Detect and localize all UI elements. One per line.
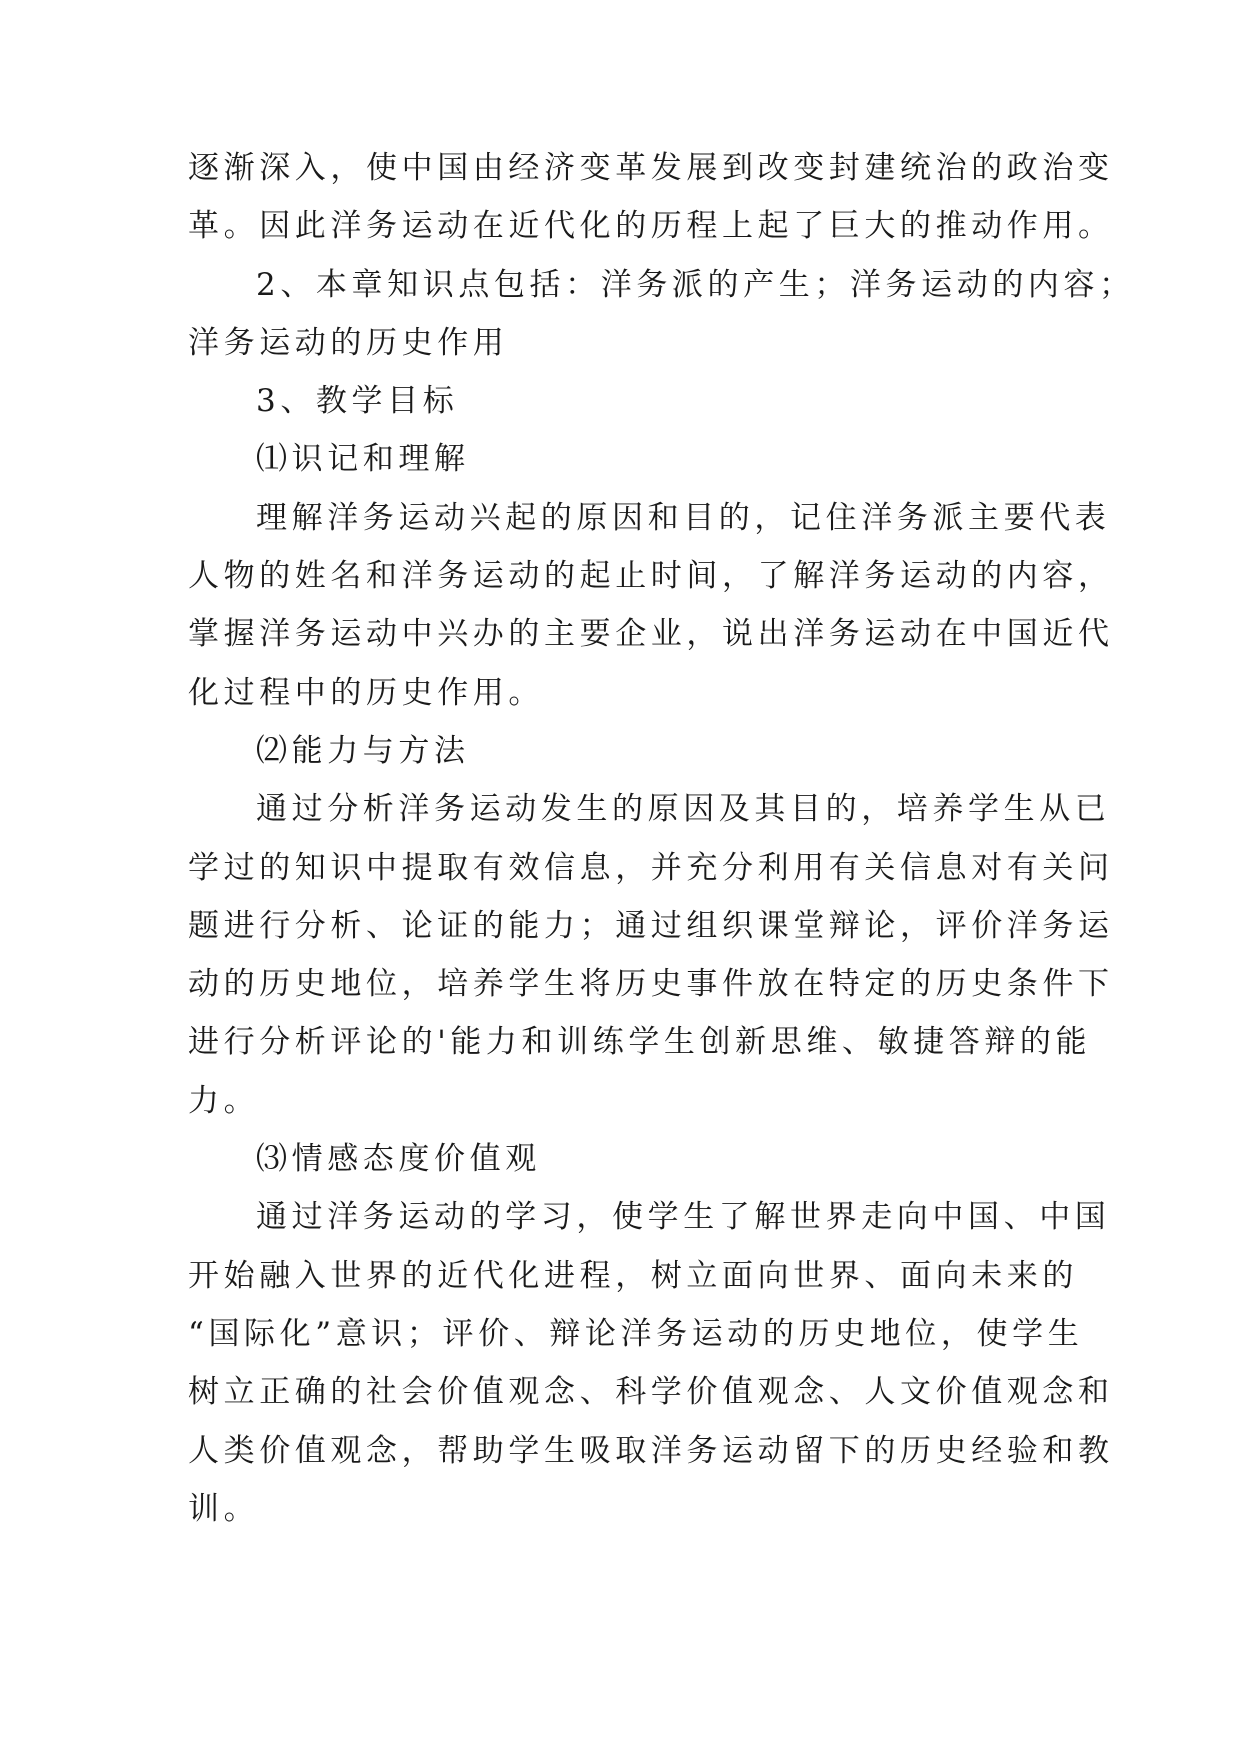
text-line: “国际化”意识；评价、辩论洋务运动的历史地位，使学生: [188, 1315, 1084, 1352]
text-line: 逐渐深入，使中国由经济变革发展到改变封建统治的政治变: [188, 150, 1114, 186]
text-line: 动的历史地位，培养学生将历史事件放在特定的历史条件下: [188, 966, 1114, 1003]
text-line: 力。: [188, 1082, 260, 1119]
text-line: 掌握洋务运动中兴办的主要企业，说出洋务运动在中国近代: [188, 616, 1114, 653]
document-body: [188, 139, 1135, 1538]
text-line: 革。因此洋务运动在近代化的历程上起了巨大的推动作用。: [188, 208, 1114, 245]
text-line: ⑴识记和理解: [256, 441, 470, 478]
text-line: 题进行分析、论证的能力；通过组织课堂辩论，评价洋务运: [188, 907, 1114, 944]
text-line: 进行分析评论的'能力和训练学生创新思维、敏捷答辩的能: [188, 1024, 1092, 1061]
text-line: 开始融入世界的近代化进程，树立面向世界、面向未来的: [188, 1257, 1078, 1294]
text-line: ⑵能力与方法: [256, 732, 470, 769]
text-line: 2、本章知识点包括：洋务派的产生；洋务运动的内容；: [256, 266, 1135, 303]
text-line: 洋务运动的历史作用: [188, 324, 509, 361]
text-line: ⑶情感态度价值观: [256, 1141, 541, 1178]
text-line: 学过的知识中提取有效信息，并充分利用有关信息对有关问: [188, 849, 1114, 886]
text-line: 化过程中的历史作用。: [188, 674, 544, 711]
text-line: 人物的姓名和洋务运动的起止时间，了解洋务运动的内容，: [188, 558, 1114, 595]
text-line: 通过洋务运动的学习，使学生了解世界走向中国、中国: [256, 1199, 1111, 1236]
text-line: 训。: [188, 1490, 260, 1527]
text-line: 3、教学目标: [256, 383, 459, 420]
text-line: 树立正确的社会价值观念、科学价值观念、人文价值观念和: [188, 1374, 1114, 1411]
text-line: 人类价值观念，帮助学生吸取洋务运动留下的历史经验和教: [188, 1432, 1114, 1469]
text-line: 通过分析洋务运动发生的原因及其目的，培养学生从已: [256, 791, 1111, 828]
text-line: 理解洋务运动兴起的原因和目的，记住洋务派主要代表: [256, 499, 1111, 536]
